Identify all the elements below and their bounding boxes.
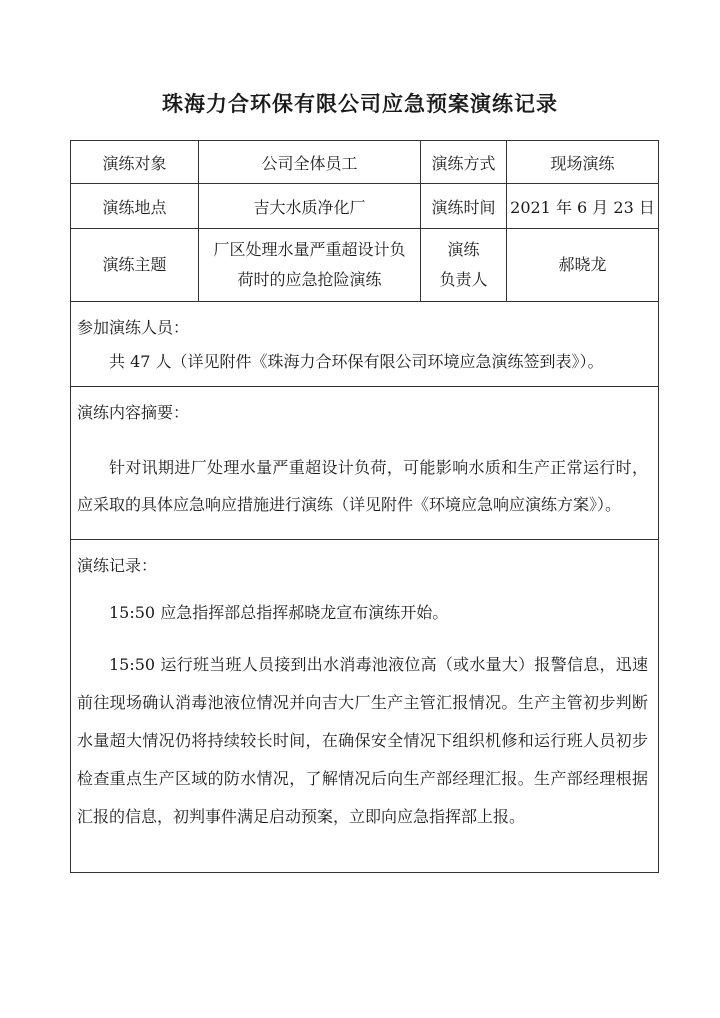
- value-drill-theme: [199, 229, 421, 302]
- value-drill-lead: 郝晓龙: [507, 229, 659, 302]
- value-drill-location: 吉大水质净化厂: [199, 184, 421, 229]
- label-drill-location: 演练地点: [71, 184, 199, 229]
- label-drill-lead-line1: 演练: [447, 240, 480, 259]
- table-row-target: [71, 141, 659, 184]
- value-drill-target: 公司全体员工: [199, 141, 421, 184]
- document-title: 珠海力合环保有限公司应急预案演练记录: [162, 91, 558, 116]
- record-paragraph-1: 15:50 应急指挥部总指挥郝晓龙宣布演练开始。: [109, 603, 449, 622]
- summary-heading: 演练内容摘要：: [77, 403, 190, 422]
- table-row-participants: [71, 302, 659, 387]
- table-row-theme: [71, 229, 659, 302]
- record-cell: [71, 540, 659, 873]
- label-drill-target: 演练对象: [71, 141, 199, 184]
- label-drill-lead: [421, 229, 507, 302]
- record-heading: 演练记录：: [77, 556, 158, 575]
- table-row-summary: [71, 387, 659, 540]
- summary-text: 针对讯期进厂处理水量严重超设计负荷，可能影响水质和生产正常运行时，应采取的具体应急响应措施进行演练（详见附件《环境应急响应演练方案》）。: [77, 458, 648, 514]
- value-drill-theme-line1: 厂区处理水量严重超设计负: [213, 240, 406, 259]
- label-drill-time: 演练时间: [421, 184, 507, 229]
- table-row-record: [71, 540, 659, 873]
- value-drill-method: 现场演练: [507, 141, 659, 184]
- participants-heading: 参加演练人员：: [77, 318, 190, 337]
- label-drill-method: 演练方式: [421, 141, 507, 184]
- label-drill-theme: 演练主题: [71, 229, 199, 302]
- label-drill-lead-line2: 负责人: [439, 270, 488, 289]
- record-paragraph-2: 15:50 运行班当班人员接到出水消毒池液位高（或水量大）报警信息，迅速前往现场确认消毒池液位情况并向吉大厂生产主管汇报情况。生产主管初步判断水量超大情况仍将持续较长时间，在确保安全情况下组织机修和运行班人员初步检查重点生产区域的防水情况，了解情况后向生产部经理汇报。生产部经理根据汇报的信息，初判事件满足启动预案，立即向应急指挥部上报。: [77, 655, 648, 826]
- summary-cell: [71, 387, 659, 540]
- drill-record-table: [70, 140, 659, 873]
- value-drill-time: 2021 年 6 月 23 日: [507, 184, 659, 229]
- participants-text: 共 47 人（详见附件《珠海力合环保有限公司环境应急演练签到表》）。: [109, 352, 604, 371]
- value-drill-theme-line2: 荷时的应急抢险演练: [237, 270, 382, 289]
- participants-cell: [71, 302, 659, 387]
- table-row-location: [71, 184, 659, 229]
